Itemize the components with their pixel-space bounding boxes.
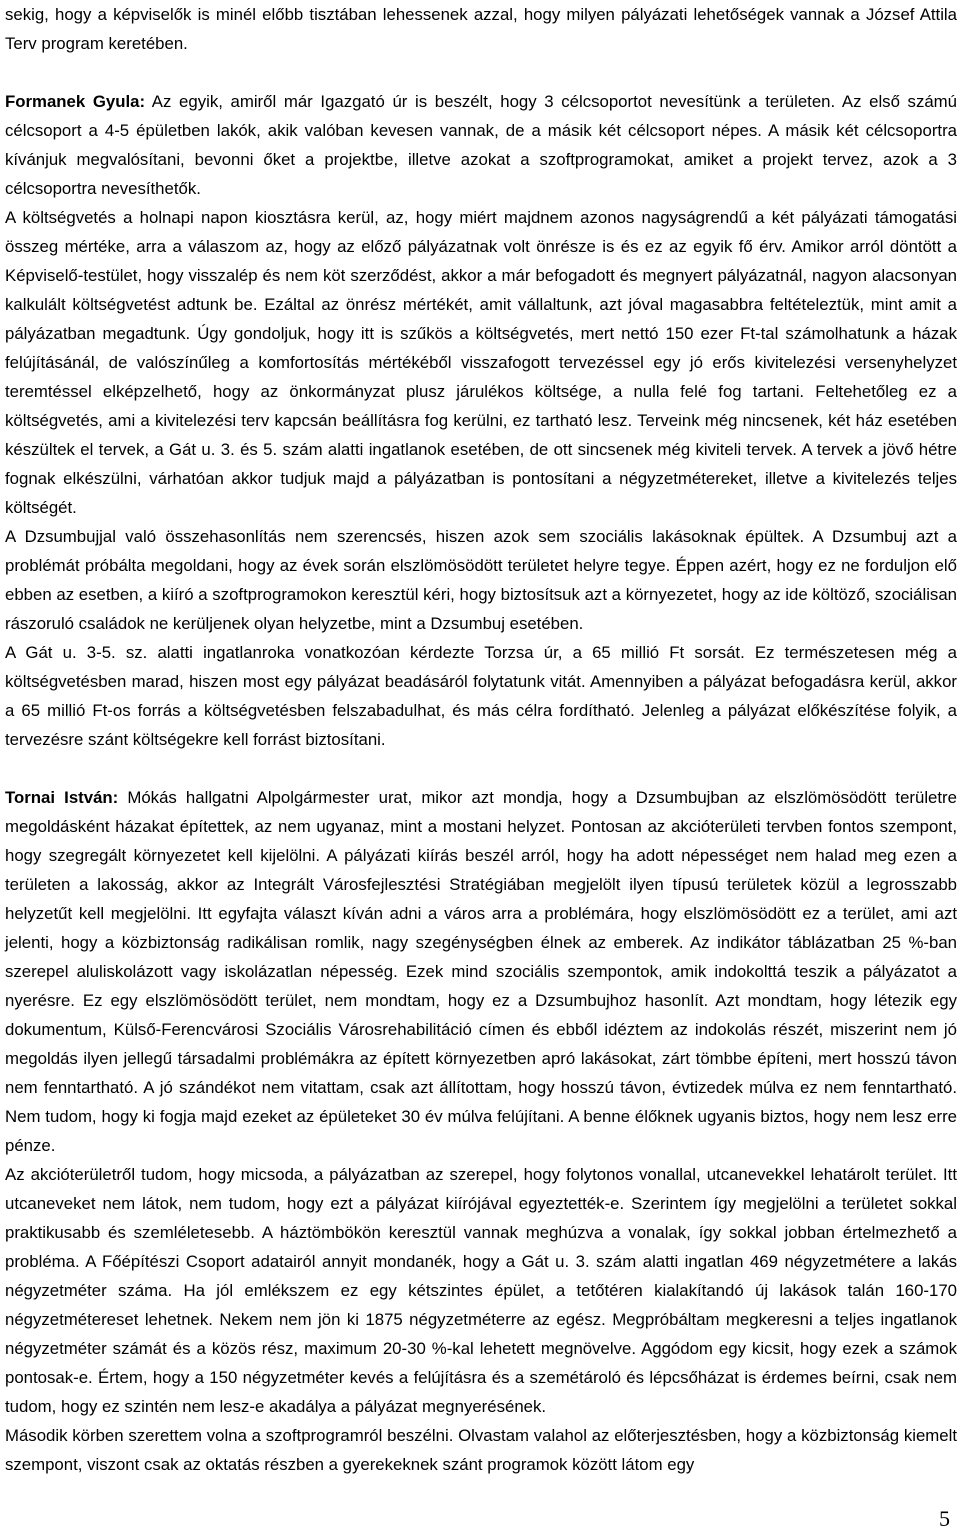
paragraph-text: A Dzsumbujjal való összehasonlítás nem szerencsés, hiszen azok sem szociális lakásoknak épültek. A Dzsumbuj azt a problémát próbálta megoldani, hogy az évek során elszlömösödött területet helyre tegye. Éppen azért, hogy ez ne forduljon elő ebben az esetben, a kiíró a szoftprogramokon keresztül kéri, hogy biztosítsuk azt a környezetet, hogy az ide költöző, szociálisan rászoruló családok ne kerüljenek olyan helyzetbe, mint a Dzsumbuj esetében. [5, 527, 957, 633]
page-number: 5 [939, 1506, 950, 1531]
speaker-name: Tornai István: [5, 788, 119, 807]
paragraph-text: Második körben szerettem volna a szoftprogramról beszélni. Olvastam valahol az előterjesztésben, hogy a közbiztonság kiemelt szempont, viszont csak az oktatás részben a gyerekeknek szánt programok között látom egy [5, 1426, 957, 1474]
paragraph-softprogram [5, 1421, 957, 1479]
paragraph-formanek [5, 87, 957, 203]
document-page [5, 0, 957, 1479]
paragraph-text: A Gát u. 3-5. sz. alatti ingatlanroka vonatkozóan kérdezte Torzsa úr, a 65 millió Ft sorsát. Ez természetesen még a költségvetésben marad, hiszen most egy pályázat beadásáról folytatunk vitát. Amennyiben a pályázat befogadásra kerül, akkor a 65 millió Ft-os forrás a költségvetésben felszabadulhat, és más célra fordítható. Jelenleg a pályázat előkészítése folyik, a tervezésre szánt költségekre kell forrást biztosítani. [5, 643, 957, 749]
paragraph-text: A költségvetés a holnapi napon kiosztásra kerül, az, hogy miért majdnem azonos nagyságrendű a két pályázati támogatási összeg mértéke, arra a válaszom az, hogy az előző pályázatnak volt önrésze is és ez az egyik fő érv. Amikor arról döntött a Képviselő-testület, hogy visszalép és nem köt szerződést, akkor a már befogadott és megnyert pályázatnál, nagyon alacsonyan kalkulált költségvetést adtunk be. Ezáltal az önrész mértékét, amit vállaltunk, azt jóval magasabbra feltételeztük, mint amit a pályázatban megadtunk. Úgy gondoljuk, hogy itt is szűkös a költségvetés, mert nettó 150 ezer Ft-tal számolhatunk a házak felújításánál, de valószínűleg a komfortosítás mértékéből visszafogott tervezéssel egy jó erős kivitelezési versenyhelyzet teremtéssel elképzelhető, hogy az önkormányzat plusz járulékos költsége, a nulla felé fog tartani. Feltehetőleg ez a költségvetés, ami a kivitelezési terv kapcsán beállításra fog kerülni, ez tartható lesz. Terveink még nincsenek, két ház esetében készültek el tervek, a Gát u. 3. és 5. szám alatti ingatlanok esetében, de ott sincsenek még kiviteli tervek. A tervek a jövő hétre fognak elkészülni, várhatóan akkor tudjuk majd a pályázatban is pontosítani a négyzetmétereket, illetve a kivitelezés teljes költségét. [5, 208, 957, 517]
paragraph-action-area [5, 1160, 957, 1421]
paragraph-gat-street [5, 638, 957, 754]
paragraph-text: sekig, hogy a képviselők is minél előbb tisztában lehessenek azzal, hogy milyen pályázati lehetőségek vannak a József Attila Terv program keretében. [5, 5, 957, 53]
paragraph-text: Az akcióterületről tudom, hogy micsoda, a pályázatban az szerepel, hogy folytonos vonallal, utcanevekkel lehatárolt terület. Itt utcaneveket nem látok, nem tudom, hogy ezt a pályázat kiírójával egyeztették-e. Szerintem így megjelölni a területet sokkal praktikusabb és szemléletesebb. A háztömbökön keresztül vannak meghúzva a vonalak, így sokkal jobban értelmezhető a probléma. A Főépítészi Csoport adatairól annyit mondanék, hogy a Gát u. 3. szám alatti ingatlan 469 négyzetmétere a lakás négyzetméter száma. Ha jól emlékszem ez egy kétszintes épület, a tetőtéren kialakítandó új lakások talán 160-170 négyzetmétereset lehetnek. Nekem nem jön ki 1875 négyzetméterre az egész. Megpróbáltam megkeresni a teljes ingatlanok négyzetméter számát és a közös rész, maximum 20-30 %-kal lehetett megnövelve. Aggódom egy kicsit, hogy ezek a számok pontosak-e. Értem, hogy a 150 négyzetméter kevés a felújításra és a szemétároló és lépcsőházat is érdemes beírni, csak nem tudom, hogy ez szintén nem lesz-e akadálya a pályázat megnyerésének. [5, 1165, 957, 1416]
paragraph-dzsumbuj [5, 522, 957, 638]
paragraph-gap [5, 754, 957, 783]
speaker-name: Formanek Gyula: [5, 92, 146, 111]
paragraph-continuation [5, 0, 957, 58]
paragraph-text: Az egyik, amiről már Igazgató úr is beszélt, hogy 3 célcsoportot nevesítünk a területen. Az első számú célcsoport a 4-5 épületben lakók, akik valóban kevesen vannak, de a másik két célcsoport népes. A másik két célcsoportra kívánjuk megvalósítani, bevonni őket a projektbe, illetve azokat a szoftprogramokat, amiket a projekt tervez, azok a 3 célcsoportra nevesíthetők. [5, 92, 957, 198]
paragraph-tornai [5, 783, 957, 1160]
paragraph-budget [5, 203, 957, 522]
paragraph-gap [5, 58, 957, 87]
paragraph-text: Mókás hallgatni Alpolgármester urat, mikor azt mondja, hogy a Dzsumbujban az elszlömösödött területre megoldásként házakat építettek, az nem ugyanaz, mint a mostani helyzet. Pontosan az akcióterületi tervben fontos szempont, hogy szegregált környezetet kell kijelölni. A pályázati kiírás beszél arról, hogy ha adott népességet nem halad meg ezen a területen a lakosság, akkor az Integrált Városfejlesztési Stratégiában megjelölt ilyen típusú területek közül a legrosszabb helyzetűt kell megjelölni. Itt egyfajta választ kíván adni a város arra a problémára, hogy elszlömösödött ez a terület, ami azt jelenti, hogy a közbiztonság radikálisan romlik, nagy szegénységben élnek az emberek. Az indikátor táblázatban 25 %-ban szerepel aluliskolázott vagy iskolázatlan népesség. Ezek mind szociális szempontok, amik indokolttá teszik a pályázatot a nyerésre. Ez egy elszlömösödött terület, nem mondtam, hogy ez a Dzsumbujhoz hasonlít. Azt mondtam, hogy létezik egy dokumentum, Külső-Ferencvárosi Szociális Városrehabilitáció címen és ebből idéztem az indokolás részét, miszerint nem jó megoldás ilyen jellegű társadalmi problémákra az épített környezetben apró lakásokat, zárt tömbbe építeni, mert hosszú távon nem fenntartható. A jó szándékot nem vitattam, csak azt állítottam, hogy hosszú távon, évtizedek múlva ez nem fenntartható. Nem tudom, hogy ki fogja majd ezeket az épületeket 30 év múlva felújítani. A benne élőknek ugyanis biztos, hogy nem lesz erre pénze. [5, 788, 957, 1155]
